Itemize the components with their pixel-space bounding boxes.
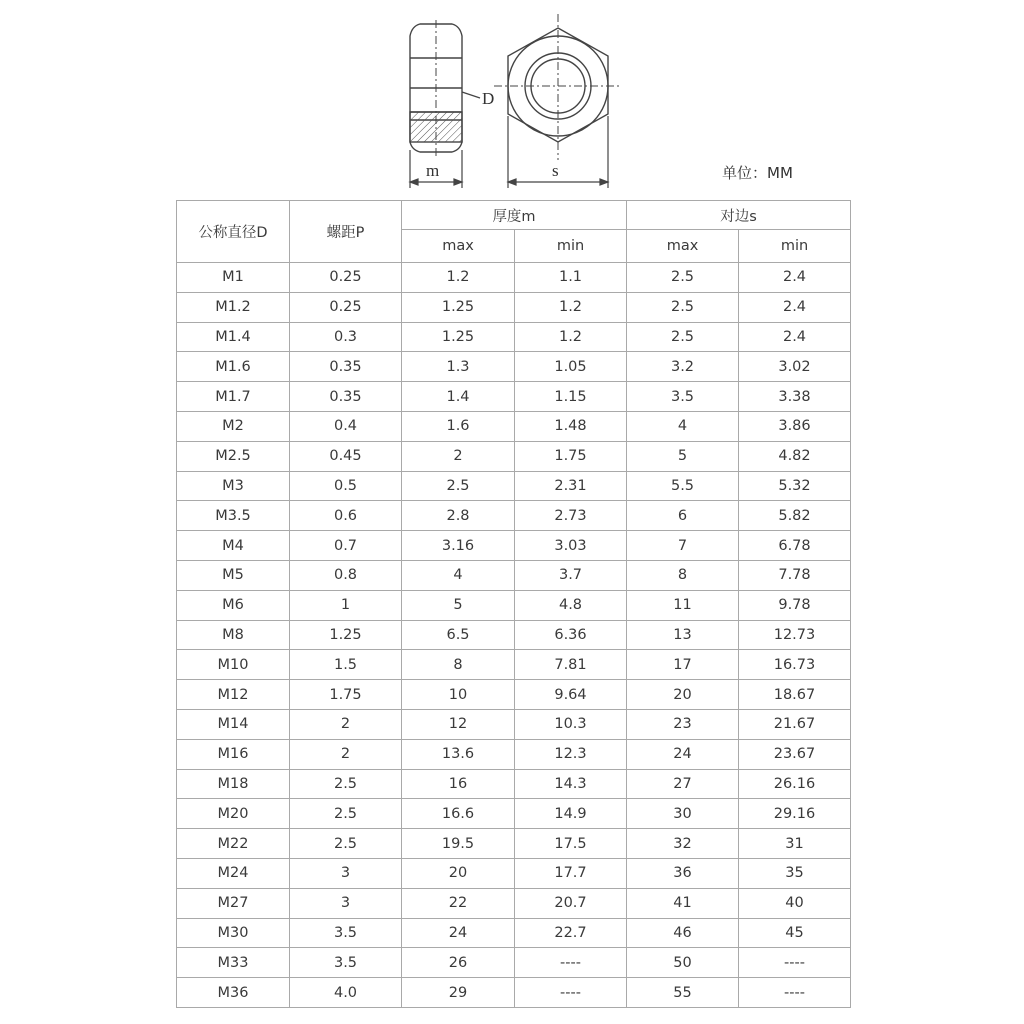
diameter-cell: M16 bbox=[177, 739, 290, 769]
across-flats-max-cell: 2.5 bbox=[627, 263, 739, 293]
table-row bbox=[177, 382, 851, 412]
thickness-max-cell: 6.5 bbox=[402, 620, 515, 650]
pitch-cell: 1.5 bbox=[290, 650, 402, 680]
diameter-cell: M24 bbox=[177, 858, 290, 888]
across-flats-min-cell: 26.16 bbox=[739, 769, 851, 799]
diameter-cell: M30 bbox=[177, 918, 290, 948]
label-s: s bbox=[552, 161, 559, 180]
pitch-cell: 0.3 bbox=[290, 322, 402, 352]
diameter-cell: M36 bbox=[177, 978, 290, 1008]
header-across-flats-min: min bbox=[739, 230, 851, 263]
thickness-min-cell: 20.7 bbox=[515, 888, 627, 918]
thickness-min-cell: 1.1 bbox=[515, 263, 627, 293]
table-row bbox=[177, 918, 851, 948]
thickness-min-cell: 1.15 bbox=[515, 382, 627, 412]
table-row bbox=[177, 978, 851, 1008]
across-flats-max-cell: 24 bbox=[627, 739, 739, 769]
diameter-cell: M22 bbox=[177, 829, 290, 859]
thickness-min-cell: 1.05 bbox=[515, 352, 627, 382]
across-flats-max-cell: 2.5 bbox=[627, 292, 739, 322]
across-flats-min-cell: 7.78 bbox=[739, 560, 851, 590]
pitch-cell: 0.5 bbox=[290, 471, 402, 501]
across-flats-min-cell: 21.67 bbox=[739, 709, 851, 739]
table-row bbox=[177, 441, 851, 471]
thickness-max-cell: 20 bbox=[402, 858, 515, 888]
table-body bbox=[177, 263, 851, 1008]
across-flats-max-cell: 23 bbox=[627, 709, 739, 739]
across-flats-min-cell: 3.86 bbox=[739, 411, 851, 441]
thickness-max-cell: 1.25 bbox=[402, 292, 515, 322]
pitch-cell: 2 bbox=[290, 739, 402, 769]
diameter-cell: M33 bbox=[177, 948, 290, 978]
across-flats-min-cell: 5.82 bbox=[739, 501, 851, 531]
thickness-max-cell: 4 bbox=[402, 560, 515, 590]
header-diameter: 公称直径D bbox=[177, 201, 290, 263]
thickness-max-cell: 16 bbox=[402, 769, 515, 799]
table-header bbox=[177, 201, 851, 263]
pitch-cell: 0.8 bbox=[290, 560, 402, 590]
across-flats-max-cell: 6 bbox=[627, 501, 739, 531]
thickness-max-cell: 5 bbox=[402, 590, 515, 620]
across-flats-max-cell: 8 bbox=[627, 560, 739, 590]
pitch-cell: 2.5 bbox=[290, 799, 402, 829]
across-flats-max-cell: 50 bbox=[627, 948, 739, 978]
across-flats-min-cell: 45 bbox=[739, 918, 851, 948]
thickness-min-cell: ---- bbox=[515, 948, 627, 978]
pitch-cell: 0.45 bbox=[290, 441, 402, 471]
thickness-min-cell: 14.3 bbox=[515, 769, 627, 799]
across-flats-min-cell: ---- bbox=[739, 978, 851, 1008]
hex-nut-drawing bbox=[0, 0, 1024, 195]
thickness-max-cell: 13.6 bbox=[402, 739, 515, 769]
thickness-min-cell: 2.73 bbox=[515, 501, 627, 531]
diameter-cell: M18 bbox=[177, 769, 290, 799]
pitch-cell: 3.5 bbox=[290, 918, 402, 948]
across-flats-min-cell: 23.67 bbox=[739, 739, 851, 769]
thickness-min-cell: 12.3 bbox=[515, 739, 627, 769]
across-flats-max-cell: 36 bbox=[627, 858, 739, 888]
thickness-max-cell: 1.2 bbox=[402, 263, 515, 293]
thickness-max-cell: 19.5 bbox=[402, 829, 515, 859]
pitch-cell: 3 bbox=[290, 858, 402, 888]
across-flats-min-cell: ---- bbox=[739, 948, 851, 978]
across-flats-min-cell: 29.16 bbox=[739, 799, 851, 829]
diameter-cell: M14 bbox=[177, 709, 290, 739]
unit-label: 单位：MM bbox=[722, 164, 793, 182]
table-row bbox=[177, 322, 851, 352]
thickness-max-cell: 8 bbox=[402, 650, 515, 680]
table-row bbox=[177, 858, 851, 888]
hex-nut-diagram bbox=[0, 0, 1024, 195]
thickness-min-cell: 9.64 bbox=[515, 680, 627, 710]
across-flats-max-cell: 27 bbox=[627, 769, 739, 799]
across-flats-max-cell: 13 bbox=[627, 620, 739, 650]
table-row bbox=[177, 769, 851, 799]
pitch-cell: 0.35 bbox=[290, 352, 402, 382]
thickness-max-cell: 2.8 bbox=[402, 501, 515, 531]
thickness-min-cell: 2.31 bbox=[515, 471, 627, 501]
thickness-min-cell: 17.5 bbox=[515, 829, 627, 859]
nut-top-view bbox=[494, 14, 622, 160]
thickness-min-cell: 10.3 bbox=[515, 709, 627, 739]
across-flats-max-cell: 32 bbox=[627, 829, 739, 859]
across-flats-min-cell: 16.73 bbox=[739, 650, 851, 680]
across-flats-min-cell: 9.78 bbox=[739, 590, 851, 620]
across-flats-min-cell: 2.4 bbox=[739, 263, 851, 293]
table-row bbox=[177, 709, 851, 739]
across-flats-max-cell: 5 bbox=[627, 441, 739, 471]
thickness-max-cell: 1.6 bbox=[402, 411, 515, 441]
pitch-cell: 0.7 bbox=[290, 531, 402, 561]
thickness-max-cell: 1.4 bbox=[402, 382, 515, 412]
table-row bbox=[177, 501, 851, 531]
thickness-max-cell: 16.6 bbox=[402, 799, 515, 829]
across-flats-max-cell: 5.5 bbox=[627, 471, 739, 501]
across-flats-min-cell: 6.78 bbox=[739, 531, 851, 561]
thickness-min-cell: 17.7 bbox=[515, 858, 627, 888]
across-flats-max-cell: 11 bbox=[627, 590, 739, 620]
thickness-min-cell: 4.8 bbox=[515, 590, 627, 620]
header-thickness-min: min bbox=[515, 230, 627, 263]
table-row bbox=[177, 411, 851, 441]
header-thickness: 厚度m bbox=[402, 201, 627, 230]
diameter-cell: M6 bbox=[177, 590, 290, 620]
across-flats-min-cell: 3.02 bbox=[739, 352, 851, 382]
thickness-max-cell: 24 bbox=[402, 918, 515, 948]
table-row bbox=[177, 531, 851, 561]
across-flats-max-cell: 17 bbox=[627, 650, 739, 680]
pitch-cell: 4.0 bbox=[290, 978, 402, 1008]
diameter-cell: M10 bbox=[177, 650, 290, 680]
table-row bbox=[177, 471, 851, 501]
diameter-cell: M3 bbox=[177, 471, 290, 501]
table-row bbox=[177, 948, 851, 978]
diameter-cell: M8 bbox=[177, 620, 290, 650]
thickness-min-cell: 1.75 bbox=[515, 441, 627, 471]
diameter-cell: M2 bbox=[177, 411, 290, 441]
pitch-cell: 2 bbox=[290, 709, 402, 739]
thickness-min-cell: 6.36 bbox=[515, 620, 627, 650]
thickness-max-cell: 2.5 bbox=[402, 471, 515, 501]
diameter-cell: M1.7 bbox=[177, 382, 290, 412]
thickness-min-cell: 1.2 bbox=[515, 292, 627, 322]
table-row bbox=[177, 829, 851, 859]
table-row bbox=[177, 352, 851, 382]
pitch-cell: 3.5 bbox=[290, 948, 402, 978]
thickness-max-cell: 22 bbox=[402, 888, 515, 918]
pitch-cell: 0.25 bbox=[290, 292, 402, 322]
nut-side-view bbox=[410, 20, 480, 156]
diameter-cell: M27 bbox=[177, 888, 290, 918]
thickness-max-cell: 12 bbox=[402, 709, 515, 739]
pitch-cell: 1 bbox=[290, 590, 402, 620]
across-flats-min-cell: 35 bbox=[739, 858, 851, 888]
diameter-cell: M1.2 bbox=[177, 292, 290, 322]
across-flats-max-cell: 4 bbox=[627, 411, 739, 441]
pitch-cell: 1.75 bbox=[290, 680, 402, 710]
across-flats-max-cell: 46 bbox=[627, 918, 739, 948]
label-d: D bbox=[482, 89, 495, 108]
diameter-cell: M5 bbox=[177, 560, 290, 590]
table-row bbox=[177, 888, 851, 918]
pitch-cell: 2.5 bbox=[290, 829, 402, 859]
across-flats-min-cell: 31 bbox=[739, 829, 851, 859]
table-row bbox=[177, 263, 851, 293]
table-row bbox=[177, 650, 851, 680]
across-flats-min-cell: 40 bbox=[739, 888, 851, 918]
pitch-cell: 0.35 bbox=[290, 382, 402, 412]
thickness-min-cell: 7.81 bbox=[515, 650, 627, 680]
header-pitch: 螺距P bbox=[290, 201, 402, 263]
diameter-cell: M2.5 bbox=[177, 441, 290, 471]
pitch-cell: 0.4 bbox=[290, 411, 402, 441]
diameter-cell: M1.4 bbox=[177, 322, 290, 352]
pitch-cell: 3 bbox=[290, 888, 402, 918]
table-row bbox=[177, 560, 851, 590]
across-flats-max-cell: 7 bbox=[627, 531, 739, 561]
diameter-cell: M4 bbox=[177, 531, 290, 561]
table-row bbox=[177, 590, 851, 620]
across-flats-min-cell: 5.32 bbox=[739, 471, 851, 501]
thickness-max-cell: 1.25 bbox=[402, 322, 515, 352]
thickness-max-cell: 2 bbox=[402, 441, 515, 471]
table-row bbox=[177, 680, 851, 710]
diameter-cell: M12 bbox=[177, 680, 290, 710]
header-thickness-max: max bbox=[402, 230, 515, 263]
pitch-cell: 2.5 bbox=[290, 769, 402, 799]
pitch-cell: 0.25 bbox=[290, 263, 402, 293]
diameter-cell: M20 bbox=[177, 799, 290, 829]
across-flats-max-cell: 2.5 bbox=[627, 322, 739, 352]
across-flats-min-cell: 2.4 bbox=[739, 322, 851, 352]
thickness-max-cell: 3.16 bbox=[402, 531, 515, 561]
diameter-cell: M1.6 bbox=[177, 352, 290, 382]
thickness-max-cell: 26 bbox=[402, 948, 515, 978]
across-flats-min-cell: 12.73 bbox=[739, 620, 851, 650]
header-across-flats-max: max bbox=[627, 230, 739, 263]
pitch-cell: 1.25 bbox=[290, 620, 402, 650]
thickness-min-cell: 22.7 bbox=[515, 918, 627, 948]
pitch-cell: 0.6 bbox=[290, 501, 402, 531]
thickness-min-cell: 1.2 bbox=[515, 322, 627, 352]
table-row bbox=[177, 739, 851, 769]
thickness-max-cell: 1.3 bbox=[402, 352, 515, 382]
across-flats-max-cell: 3.2 bbox=[627, 352, 739, 382]
across-flats-max-cell: 30 bbox=[627, 799, 739, 829]
diameter-cell: M3.5 bbox=[177, 501, 290, 531]
header-across-flats: 对边s bbox=[627, 201, 851, 230]
across-flats-max-cell: 20 bbox=[627, 680, 739, 710]
label-m: m bbox=[426, 161, 440, 180]
table-row bbox=[177, 620, 851, 650]
thickness-min-cell: ---- bbox=[515, 978, 627, 1008]
across-flats-min-cell: 2.4 bbox=[739, 292, 851, 322]
table-row bbox=[177, 292, 851, 322]
thickness-min-cell: 14.9 bbox=[515, 799, 627, 829]
thickness-min-cell: 3.03 bbox=[515, 531, 627, 561]
table-row bbox=[177, 799, 851, 829]
diameter-cell: M1 bbox=[177, 263, 290, 293]
thickness-max-cell: 29 bbox=[402, 978, 515, 1008]
across-flats-max-cell: 41 bbox=[627, 888, 739, 918]
hex-nut-spec-table bbox=[176, 200, 851, 1008]
across-flats-min-cell: 4.82 bbox=[739, 441, 851, 471]
thickness-min-cell: 1.48 bbox=[515, 411, 627, 441]
across-flats-min-cell: 3.38 bbox=[739, 382, 851, 412]
across-flats-max-cell: 3.5 bbox=[627, 382, 739, 412]
thickness-max-cell: 10 bbox=[402, 680, 515, 710]
across-flats-max-cell: 55 bbox=[627, 978, 739, 1008]
thickness-min-cell: 3.7 bbox=[515, 560, 627, 590]
across-flats-min-cell: 18.67 bbox=[739, 680, 851, 710]
